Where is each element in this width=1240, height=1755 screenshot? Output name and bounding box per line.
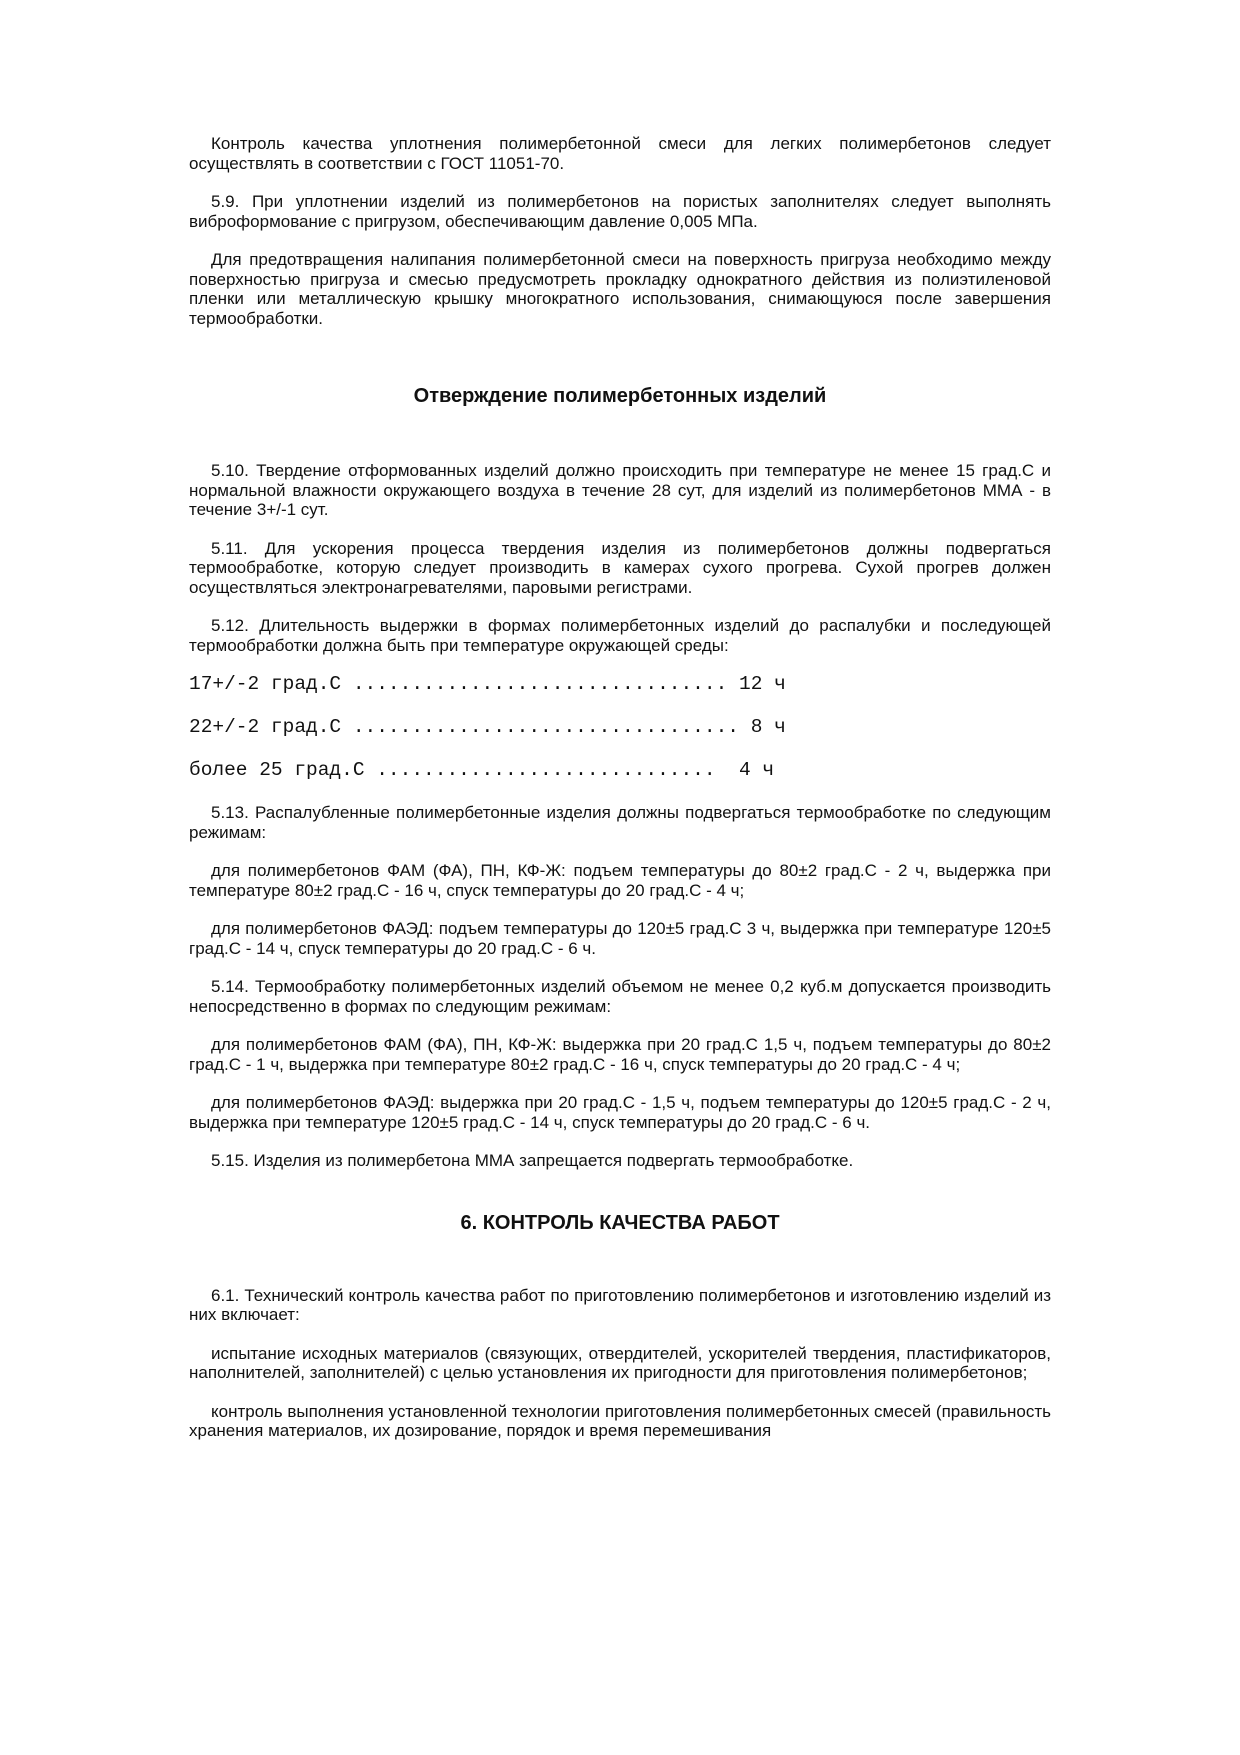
paragraph-5-10: 5.10. Твердение отформованных изделий должно происходить при температуре не менее 15 град.С и нормальной влажности окружающего воздуха в течение 28 сут, для изделий из полимербетонов ММА - в течение 3+/-1 сут.: [189, 461, 1051, 519]
paragraph-5-9: 5.9. При уплотнении изделий из полимербетонов на пористых заполнителях следует выполнять виброформование с пригрузом, обеспечивающим давление 0,005 МПа.: [189, 192, 1051, 231]
document-page: [189, 134, 1051, 1460]
schedule-line: 17+/-2 град.С ................................ 12 ч: [189, 673, 786, 695]
paragraph-5-13: 5.13. Распалубленные полимербетонные изделия должны подвергаться термообработке по следующим режимам:: [189, 803, 1051, 842]
section-heading-quality-control: 6. КОНТРОЛЬ КАЧЕСТВА РАБОТ: [460, 1211, 780, 1234]
paragraph: Для предотвращения налипания полимербетонной смеси на поверхность пригруза необходимо между поверхностью пригруза и смесью предусмотреть прокладку однократного действия из полиэтиленовой пленки или металлическую крышку многократного использования, снимающуюся после завершения термообработки.: [189, 250, 1051, 328]
paragraph-5-15: 5.15. Изделия из полимербетона ММА запрещается подвергать термообработке.: [211, 1151, 854, 1170]
paragraph: испытание исходных материалов (связующих, отвердителей, ускорителей твердения, пластификаторов, наполнителей, заполнителей) с целью установления их пригодности для приготовления полимербетонов;: [189, 1343, 1051, 1382]
paragraph-5-12: 5.12. Длительность выдержки в формах полимербетонных изделий до распалубки и последующей термообработки должна быть при температуре окружающей среды:: [189, 616, 1051, 655]
paragraph: для полимербетонов ФАМ (ФА), ПН, КФ-Ж: выдержка при 20 град.С 1,5 ч, подъем температуры до 80±2 град.С - 1 ч, выдержка при температуре 80±2 град.С - 16 ч, спуск температуры до 20 град.С - 4 ч;: [189, 1035, 1051, 1074]
paragraph: для полимербетонов ФАЭД: подъем температуры до 120±5 град.С 3 ч, выдержка при температуре 120±5 град.С - 14 ч, спуск температуры до 20 град.С - 6 ч.: [189, 919, 1051, 958]
paragraph-6-1: 6.1. Технический контроль качества работ по приготовлению полимербетонов и изготовлению изделий из них включает:: [189, 1285, 1051, 1324]
section-heading-curing: Отверждение полимербетонных изделий: [413, 385, 827, 407]
paragraph: для полимербетонов ФАМ (ФА), ПН, КФ-Ж: подъем температуры до 80±2 град.С - 2 ч, выдержка при температуре 80±2 град.С - 16 ч, спуск температуры до 20 град.С - 4 ч;: [189, 861, 1051, 900]
paragraph: Контроль качества уплотнения полимербетонной смеси для легких полимербетонов следует осуществлять в соответствии с ГОСТ 11051-70.: [189, 134, 1051, 173]
paragraph: контроль выполнения установленной технологии приготовления полимербетонных смесей (правильность хранения материалов, их дозирование, порядок и время перемешивания: [189, 1401, 1051, 1440]
paragraph-5-14: 5.14. Термообработку полимербетонных изделий объемом не менее 0,2 куб.м допускается производить непосредственно в формах по следующим режимам:: [189, 977, 1051, 1016]
schedule-line: 22+/-2 град.С ................................. 8 ч: [189, 716, 786, 738]
paragraph-5-11: 5.11. Для ускорения процесса твердения изделия из полимербетонов должны подвергаться термообработке, которую следует производить в камерах сухого прогрева. Сухой прогрев должен осуществляться электронагревателями, паровыми регистрами.: [189, 538, 1051, 597]
paragraph: для полимербетонов ФАЭД: выдержка при 20 град.С - 1,5 ч, подъем температуры до 120±5 град.С - 2 ч, выдержка при температуре 120±5 град.С - 14 ч, спуск температуры до 20 град.С - 6 ч.: [189, 1093, 1051, 1132]
schedule-line: более 25 град.С ............................. 4 ч: [189, 759, 775, 781]
